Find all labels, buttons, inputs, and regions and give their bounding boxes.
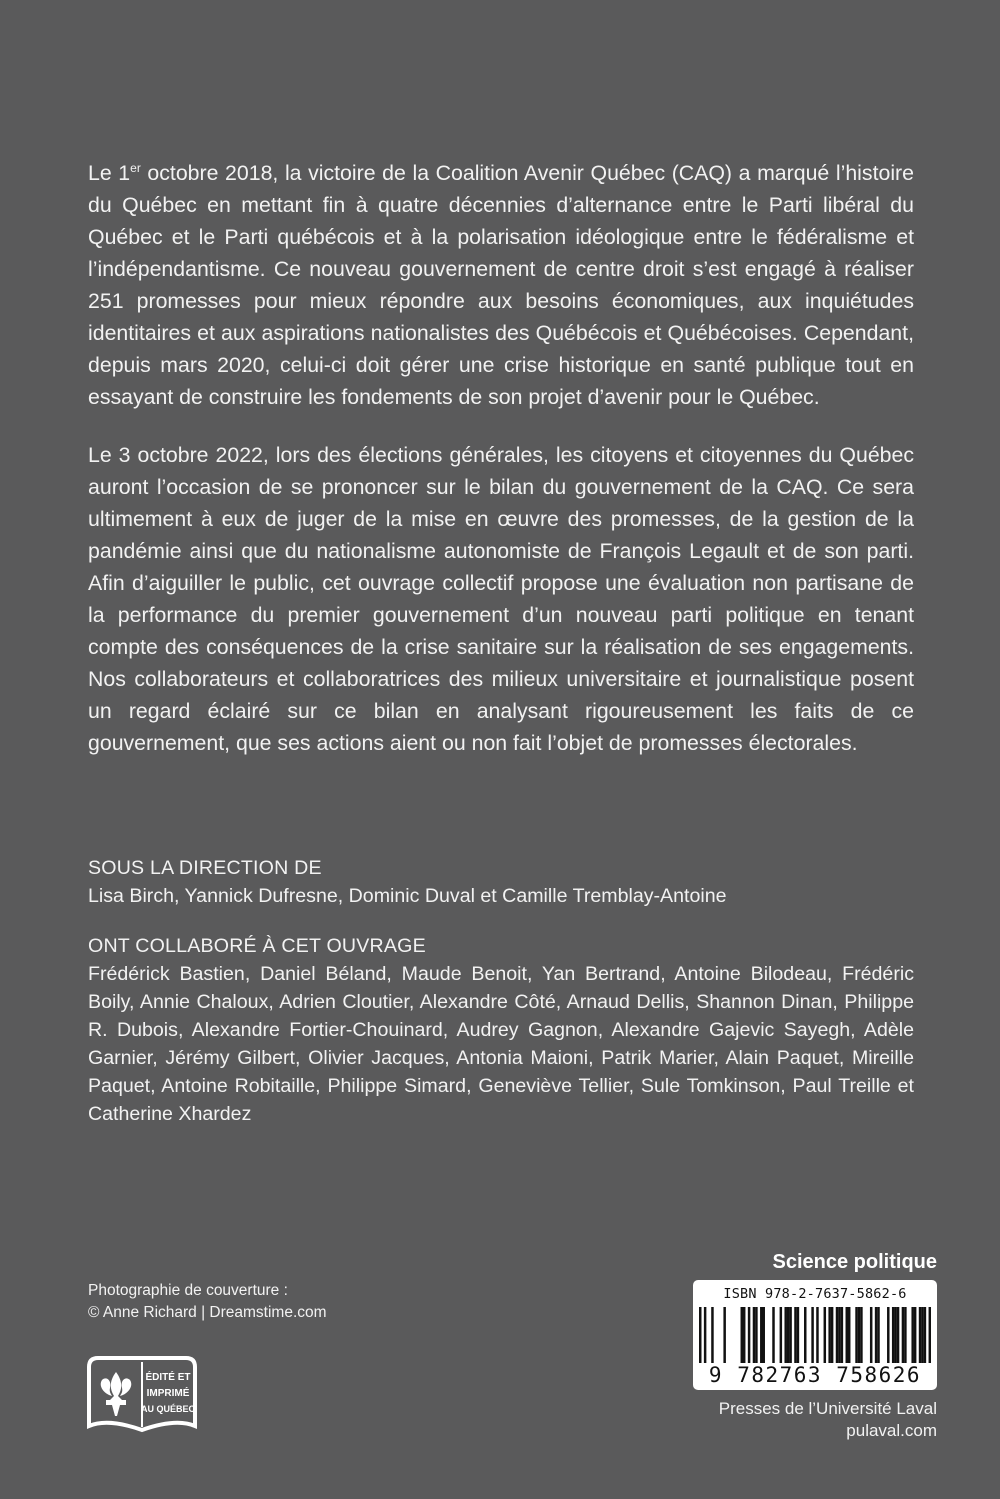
photo-credit-label: Photographie de couverture :	[88, 1282, 288, 1299]
blurb-p1-rest: octobre 2018, la victoire de la Coalition Avenir Québec (CAQ) a marqué l’histoire du Québec en mettant fin à quatre décennies d’alternance entre le Parti libéral du Québec et le Parti québécois et à la polarisation idéologique entre le fédéralisme et l’indépendantisme. Ce nouveau gouvernement de centre droit s’est engagé à réaliser 251 promesses pour mieux répondre aux besoins économiques, aux inquiétudes identitaires et aux aspirations nationalistes des Québécois et Québécoises. Cependant, depuis mars 2020, celui-ci doit gérer une crise historique en santé publique tout en essayant de construire les fondements de son projet d’avenir pour le Québec.	[88, 161, 914, 409]
barcode-bar	[753, 1307, 755, 1363]
barcode-bar	[860, 1307, 862, 1363]
barcode-bar	[789, 1307, 791, 1363]
publisher-block	[693, 1398, 937, 1442]
direction-names: Lisa Birch, Yannick Dufresne, Dominic Duval et Camille Tremblay-Antoine	[88, 885, 727, 907]
barcode-bar	[911, 1307, 913, 1363]
back-cover-blurb	[88, 157, 914, 785]
barcode-bar	[804, 1307, 806, 1363]
blurb-p1-lead: Le 1	[88, 161, 131, 185]
barcode-bar	[811, 1307, 813, 1363]
barcode-bar	[755, 1307, 757, 1363]
barcode-bar	[919, 1307, 921, 1363]
publisher-name: Presses de l’Université Laval	[718, 1399, 937, 1418]
barcode-bar	[858, 1307, 860, 1363]
barcode-bar	[824, 1307, 826, 1363]
barcode-bar	[838, 1307, 840, 1363]
photo-credit-source: © Anne Richard | Dreamstime.com	[88, 1304, 327, 1321]
collaborators-block	[88, 932, 914, 1128]
barcode-bar	[836, 1307, 838, 1363]
right-column	[693, 1249, 937, 1442]
barcode-bar	[921, 1307, 923, 1363]
barcode-bar	[784, 1307, 786, 1363]
blurb-paragraph-1	[88, 157, 914, 413]
blurb-paragraph-2: Le 3 octobre 2022, lors des élections générales, les citoyens et citoyennes du Québec auront l’occasion de se prononcer sur le bilan du gouvernement de la CAQ. Ce sera ultimement à eux de juger de la mise en œuvre des promesses, de la gestion de la pandémie ainsi que du nationalisme autonomiste de François Legault et de son parti. Afin d’aiguiller le public, cet ouvrage collectif propose une évaluation non partisane de la performance du premier gouvernement d’un nouveau parti politique en tenant compte des conséquences de la crise sanitaire sur la réalisation de ses engagements. Nos collaborateurs et collaboratrices des milieux universitaire et journalistique posent un regard éclairé sur ce bilan en analysant rigoureusement les faits de ce gouvernement, que ses actions aient ou non fait l’objet de promesses électorales.	[88, 443, 914, 755]
barcode-bar	[831, 1307, 833, 1363]
barcode-bar	[855, 1307, 857, 1363]
barcode-bar	[887, 1307, 889, 1363]
barcode-bar	[828, 1307, 830, 1363]
logo-text-line-3: AU QUÉBEC	[140, 1404, 196, 1414]
barcode-bar	[816, 1307, 818, 1363]
barcode-bar	[780, 1307, 782, 1363]
barcode-bar	[760, 1307, 762, 1363]
barcode-bar	[743, 1307, 745, 1363]
edite-au-quebec-logo	[86, 1356, 198, 1438]
credits-section	[88, 854, 914, 1150]
barcode-bar	[748, 1307, 750, 1363]
barcode-bar	[904, 1307, 906, 1363]
barcode-bar	[723, 1307, 725, 1363]
barcode-bar	[914, 1307, 916, 1363]
barcode-bar	[929, 1307, 931, 1363]
barcode-bar	[704, 1307, 706, 1363]
barcode-bar	[762, 1307, 764, 1363]
barcode-bar	[897, 1307, 899, 1363]
barcode-bar	[794, 1307, 796, 1363]
barcode-bar	[846, 1307, 848, 1363]
collaborators-heading: ONT COLLABORÉ À CET OUVRAGE	[88, 935, 426, 957]
barcode-bar	[924, 1307, 926, 1363]
barcode-bar	[699, 1307, 701, 1363]
barcode-bar	[711, 1307, 713, 1363]
fleur-de-lis-icon	[101, 1372, 132, 1416]
barcode-bar	[902, 1307, 904, 1363]
ean-digits: 9 782763 758626	[708, 1363, 922, 1387]
barcode-bar	[797, 1307, 799, 1363]
direction-heading: SOUS LA DIRECTION DE	[88, 857, 322, 879]
barcode-bar	[875, 1307, 877, 1363]
barcode-bar	[741, 1307, 743, 1363]
direction-block	[88, 854, 914, 910]
barcode-bar	[892, 1307, 894, 1363]
barcode-box	[693, 1280, 937, 1390]
barcode-bar	[870, 1307, 872, 1363]
collaborators-names: Frédérick Bastien, Daniel Béland, Maude Benoit, Yan Bertrand, Antoine Bilodeau, Frédéric Boily, Annie Chaloux, Adrien Cloutier, Alexandre Côté, Arnaud Dellis, Shannon Dinan, Philippe R. Dubois, Alexandre Fortier-Chouinard, Audrey Gagnon, Alexandre Gajevic Sayegh, Adèle Garnier, Jérémy Gilbert, Olivier Jacques, Antonia Maioni, Patrik Marier, Alain Paquet, Mireille Paquet, Antoine Robitaille, Philippe Simard, Geneviève Tellier, Sule Tomkinson, Paul Treille et Catherine Xhardez	[88, 963, 914, 1125]
barcode-bar	[877, 1307, 879, 1363]
logo-text-line-1: ÉDITÉ ET	[145, 1372, 191, 1383]
blurb-p1-ordinal: er	[130, 161, 141, 175]
logo-text-line-2: IMPRIMÉ	[146, 1388, 190, 1399]
category-label: Science politique	[772, 1251, 937, 1273]
photo-credit	[88, 1280, 327, 1324]
barcode-bar	[848, 1307, 850, 1363]
barcode-bar	[894, 1307, 896, 1363]
barcode-bar	[772, 1307, 774, 1363]
isbn-text: ISBN 978-2-7637-5862-6	[723, 1286, 907, 1302]
publisher-url: pulaval.com	[846, 1421, 937, 1440]
barcode-bar	[841, 1307, 843, 1363]
barcode-bar	[787, 1307, 789, 1363]
